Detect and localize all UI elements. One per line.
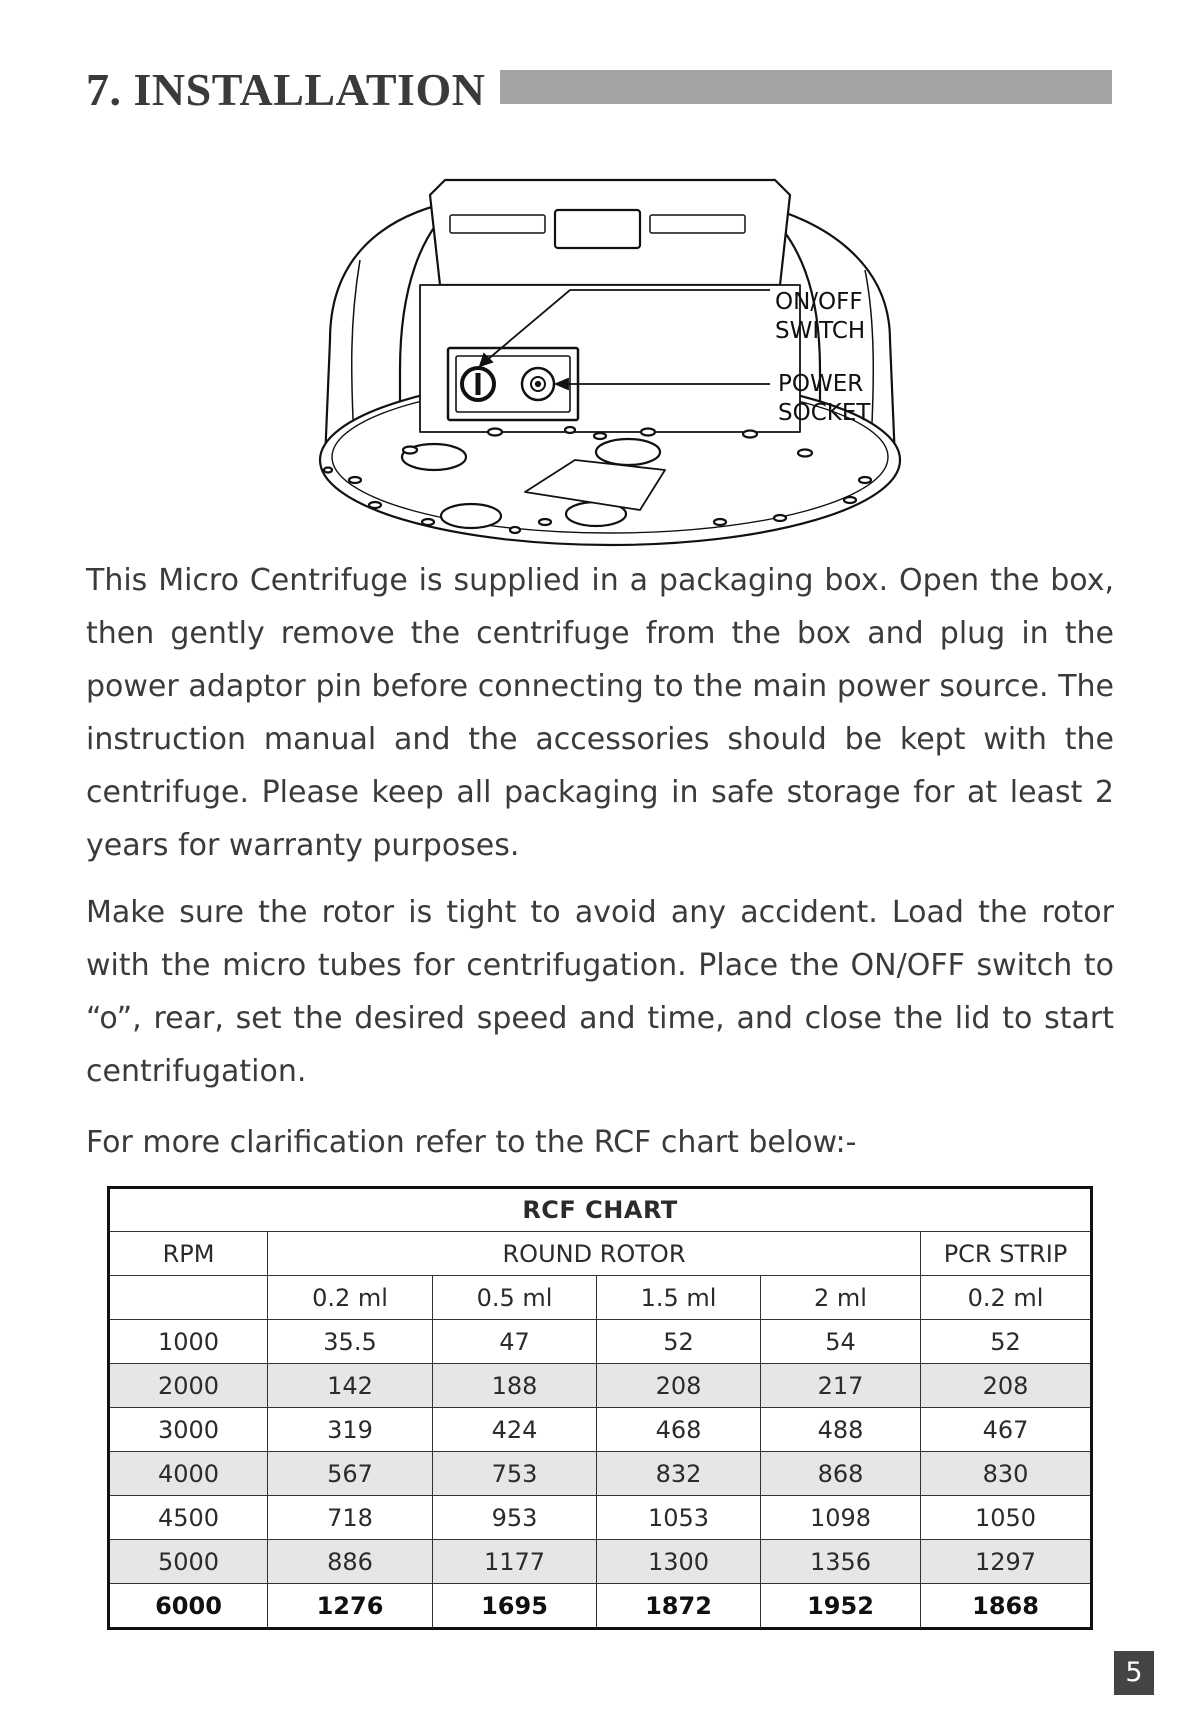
paragraph-rcf-reference: For more clarification refer to the RCF chart below:- — [86, 1125, 857, 1160]
table-cell: 54 — [761, 1320, 921, 1364]
table-row — [109, 1496, 1092, 1540]
table-cell: 953 — [433, 1496, 597, 1540]
table-cell: 1872 — [597, 1584, 761, 1629]
table-cell: 1297 — [921, 1540, 1092, 1584]
table-cell: 1050 — [921, 1496, 1092, 1540]
table-cell: 208 — [597, 1364, 761, 1408]
rpm-cell: 4500 — [109, 1496, 268, 1540]
rpm-cell: 4000 — [109, 1452, 268, 1496]
paragraph-rotor: Make sure the rotor is tight to avoid any accident. Load the rotor with the micro tubes for centrifugation. Place the ON/OFF switch to “o”, rear, set the desired speed and time, and close the lid to start centrifugation. — [86, 895, 1114, 1089]
table-cell: 1868 — [921, 1584, 1092, 1629]
section-title: INSTALLATION — [133, 64, 486, 115]
page-number: 5 — [1114, 1651, 1154, 1695]
centrifuge-rear-drawing — [300, 170, 920, 550]
table-cell — [109, 1276, 268, 1320]
rcf-chart-table — [107, 1186, 1093, 1630]
table-cell: 488 — [761, 1408, 921, 1452]
table-cell: 468 — [597, 1408, 761, 1452]
volume-header: 1.5 ml — [597, 1276, 761, 1320]
table-cell: 208 — [921, 1364, 1092, 1408]
rcf-header-row — [109, 1232, 1092, 1276]
rpm-header: RPM — [109, 1232, 268, 1276]
table-cell: 188 — [433, 1364, 597, 1408]
table-cell: 1276 — [268, 1584, 433, 1629]
table-cell: 886 — [268, 1540, 433, 1584]
rpm-cell: 2000 — [109, 1364, 268, 1408]
table-cell: 718 — [268, 1496, 433, 1540]
pcr-strip-header: PCR STRIP — [921, 1232, 1092, 1276]
table-cell: 832 — [597, 1452, 761, 1496]
section-number: 7. — [86, 64, 122, 115]
table-cell: 52 — [597, 1320, 761, 1364]
table-cell: 52 — [921, 1320, 1092, 1364]
table-cell: 467 — [921, 1408, 1092, 1452]
table-cell: 567 — [268, 1452, 433, 1496]
volume-header: 2 ml — [761, 1276, 921, 1320]
rcf-title-row — [109, 1188, 1092, 1232]
on-off-switch-label: ON/OFF SWITCH — [775, 289, 866, 344]
table-cell: 35.5 — [268, 1320, 433, 1364]
table-cell: 1098 — [761, 1496, 921, 1540]
rpm-cell: 5000 — [109, 1540, 268, 1584]
table-row — [109, 1540, 1092, 1584]
table-cell: 868 — [761, 1452, 921, 1496]
table-cell: 1356 — [761, 1540, 921, 1584]
table-cell: 753 — [433, 1452, 597, 1496]
table-cell: 1300 — [597, 1540, 761, 1584]
power-socket-label: POWER SOCKET — [778, 371, 871, 426]
table-row — [109, 1364, 1092, 1408]
centrifuge-rear-illustration — [300, 170, 920, 550]
table-row — [109, 1584, 1092, 1629]
table-cell: 830 — [921, 1452, 1092, 1496]
round-rotor-header: ROUND ROTOR — [268, 1232, 921, 1276]
table-row — [109, 1320, 1092, 1364]
table-cell: 1177 — [433, 1540, 597, 1584]
rcf-volume-row — [109, 1276, 1092, 1320]
table-cell: 142 — [268, 1364, 433, 1408]
paragraph-packaging: This Micro Centrifuge is supplied in a packaging box. Open the box, then gently remove the centrifuge from the box and plug in the power adaptor pin before connecting to the main power source. The instruction manual and the accessories should be kept with the centrifuge. Please keep all packaging in safe storage for at least 2 years for warranty purposes. — [86, 563, 1114, 863]
rpm-cell: 1000 — [109, 1320, 268, 1364]
table-cell: 319 — [268, 1408, 433, 1452]
table-row — [109, 1408, 1092, 1452]
table-cell: 47 — [433, 1320, 597, 1364]
volume-header: 0.2 ml — [268, 1276, 433, 1320]
section-heading — [86, 60, 485, 120]
heading-rule — [500, 70, 1112, 104]
table-row — [109, 1452, 1092, 1496]
table-cell: 1952 — [761, 1584, 921, 1629]
rpm-cell: 6000 — [109, 1584, 268, 1629]
volume-header: 0.2 ml — [921, 1276, 1092, 1320]
volume-header: 0.5 ml — [433, 1276, 597, 1320]
rpm-cell: 3000 — [109, 1408, 268, 1452]
rcf-chart-title: RCF CHART — [109, 1188, 1092, 1232]
table-cell: 217 — [761, 1364, 921, 1408]
table-cell: 1695 — [433, 1584, 597, 1629]
table-cell: 424 — [433, 1408, 597, 1452]
table-cell: 1053 — [597, 1496, 761, 1540]
